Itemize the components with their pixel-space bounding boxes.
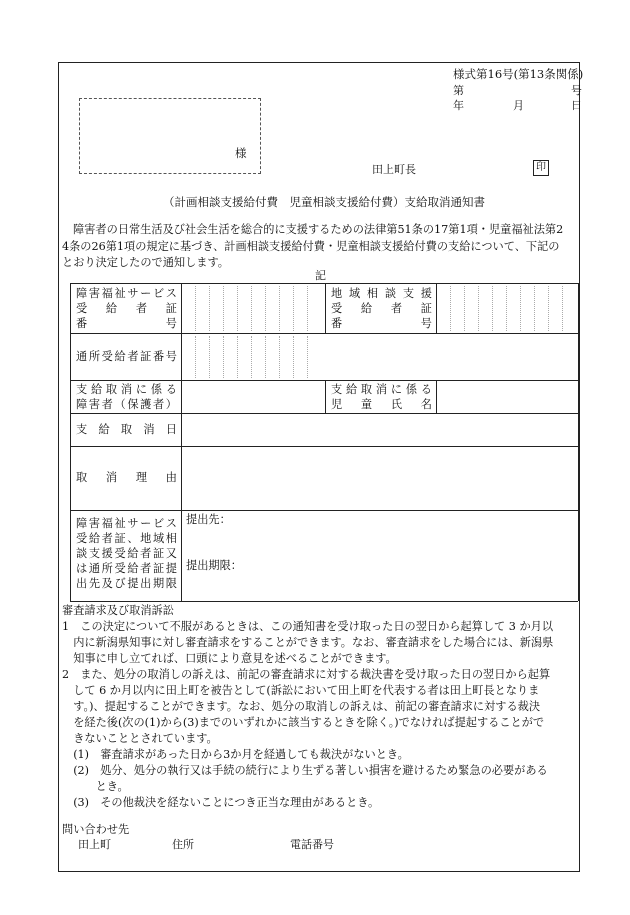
date-year: 年 (453, 99, 464, 112)
doc-number-prefix: 第 (453, 84, 464, 97)
appeal-line: して 6 か月以内に田上町を被告として(訴訟において田上町を代表する者は田上町長となりま (62, 684, 540, 697)
contact-heading: 問い合わせ先 (62, 823, 130, 836)
appeal-line: を経た後(次の(1)から(3)までのいずれかに該当するときを除く。)でなければ提起することがで (62, 716, 545, 729)
submission-deadline-label: 提出期限： (186, 559, 242, 572)
label-disability-service-cert-no: 障害福祉サービス 受 給 者 証 番 号 (76, 287, 177, 330)
issuer-name: 田上町長 (372, 163, 416, 176)
label-cancellation-reason: 取 消 理 由 (76, 471, 177, 484)
contact-phone-label: 電話番号 (290, 838, 334, 851)
appeal-line: (3) その他裁決を経ないことにつき正当な理由があるとき。 (62, 796, 380, 809)
date-month: 月 (513, 99, 524, 112)
date-day: 日 (571, 99, 582, 112)
ki-label: 記 (315, 269, 326, 282)
official-seal: 印 (533, 160, 549, 176)
document-title: （計画相談支援給付費 児童相談支援給付費）支給取消通知書 (163, 195, 485, 209)
contact-address-label: 住所 (172, 838, 194, 851)
doc-number-suffix: 号 (571, 84, 582, 97)
label-affected-person: 支給取消に係る 障害者（保護者） (76, 383, 177, 411)
appeal-line: 1 この決定について不服があるときは、この通知書を受け取った日の翌日から起算して 3 か月以 (62, 620, 554, 633)
recipient-address-box (79, 98, 261, 174)
label-day-service-cert-no: 通所受給者証番号 (76, 350, 177, 363)
label-community-support-cert-no: 地 域 相 談 支 援 受 給 者 証 番 号 (331, 287, 432, 330)
contact-town: 田上町 (78, 838, 111, 851)
submission-destination-label: 提出先： (186, 513, 231, 526)
appeal-line: 知事に申し立てれば、口頭により意見を述べることができます。 (62, 652, 397, 665)
intro-line: 4条の26第1項の規定に基づき、計画相談支援給付費・児童相談支援給付費の支給について、下記の (62, 239, 560, 253)
appeal-line: (1) 審査請求があった日から3か月を経過しても裁決がないとき。 (62, 748, 409, 761)
appeal-line: きないこととされています。 (62, 732, 218, 745)
appeal-line: 2 また、処分の取消しの訴えは、前記の審査請求に対する裁決書を受け取った日の翌日から起算 (62, 668, 551, 681)
appeal-heading: 審査請求及び取消訴訟 (62, 604, 174, 617)
form-number: 様式第16号(第13条関係) (453, 67, 584, 81)
appeal-line: とき。 (62, 780, 129, 793)
label-cancellation-date: 支 給 取 消 日 (76, 423, 177, 436)
label-submission-info: 障害福祉サービス 受給者証、地域相 談支援受給者証又 は通所受給者証提 出先及び提出期限 (76, 517, 177, 590)
label-child-name: 支給取消に係る 児 童 氏 名 (331, 383, 432, 411)
intro-line: とおり決定したので通知します。 (62, 256, 229, 269)
appeal-line: 内に新潟県知事に対し審査請求をすることができます。なお、審査請求をした場合には、新潟県 (62, 636, 554, 649)
appeal-line: (2) 処分、処分の執行又は手続の続行により生ずる著しい損害を避けるため緊急の必要がある (62, 764, 548, 777)
recipient-honorific: 様 (235, 146, 247, 160)
intro-text (62, 222, 576, 272)
intro-line: 障害者の日常生活及び社会生活を総合的に支援するための法律第51条の17第1項・児童福祉法第2 (73, 223, 564, 236)
appeal-line: す。)、提起することができます。なお、処分の取消しの訴えは、前記の審査請求に対する裁決 (62, 700, 541, 713)
